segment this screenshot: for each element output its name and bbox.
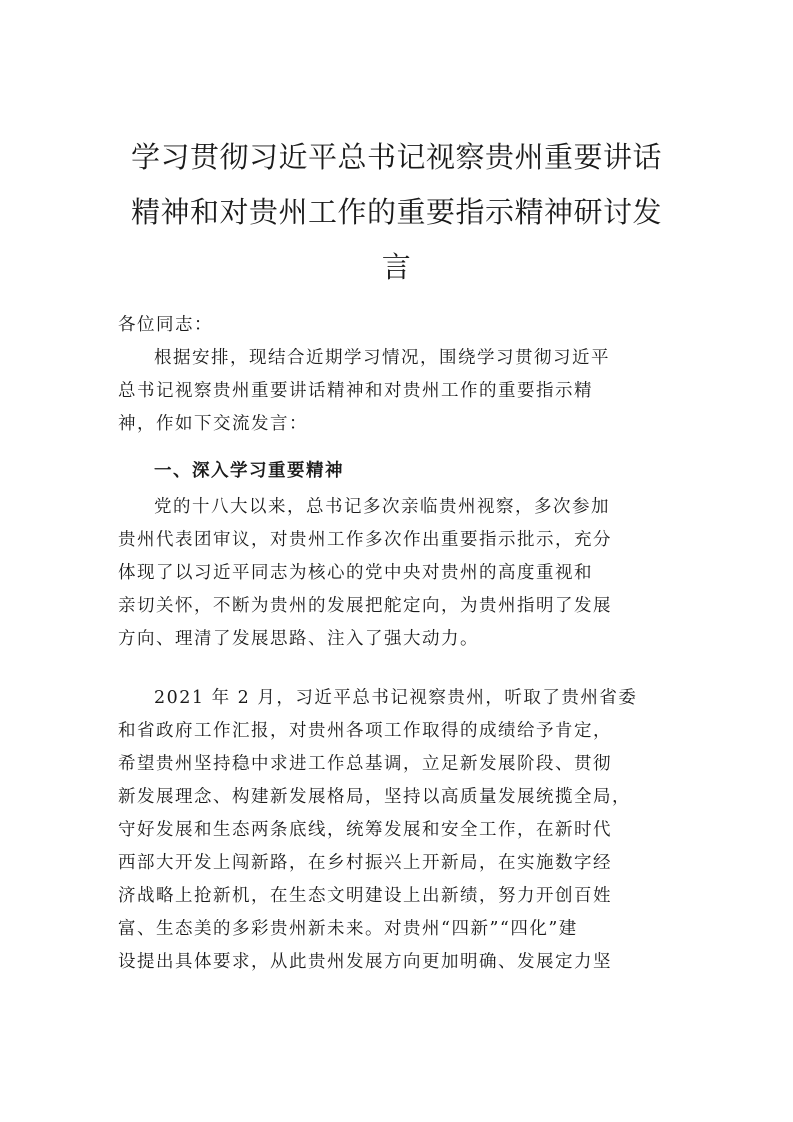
text-line: 总书记视察贵州重要讲话精神和对贵州工作的重要指示精 [118, 381, 593, 401]
text-line: 希望贵州坚持稳中求进工作总基调，立足新发展阶段、贯彻 [118, 754, 612, 774]
paragraph-section1-b [118, 682, 674, 979]
text-line: 西部大开发上闯新路，在乡村振兴上开新局，在实施数字经 [118, 853, 612, 873]
text-line: 党的十八大以来，总书记多次亲临贵州视察，多次参加 [154, 497, 610, 517]
text-line: 2021 年 2 月，习近平总书记视察贵州，听取了贵州省委 [154, 688, 638, 708]
document-title [100, 130, 693, 295]
section-heading: 一、深入学习重要精神 [154, 461, 344, 481]
title-line: 精神和对贵州工作的重要指示精神研讨发 [130, 195, 662, 229]
text-line: 和省政府工作汇报，对贵州各项工作取得的成绩给予肯定， [118, 721, 612, 741]
text-line: 贵州代表团审议，对贵州工作多次作出重要指示批示，充分 [118, 530, 612, 550]
salutation: 各位同志： [118, 315, 213, 335]
paragraph-section1-a [118, 491, 674, 656]
paragraph-intro [118, 342, 674, 441]
title-line: 学习贯彻习近平总书记视察贵州重要讲话 [130, 140, 662, 174]
text-line: 新发展理念、构建新发展格局，坚持以高质量发展统揽全局， [118, 787, 631, 807]
text-line: 富、生态美的多彩贵州新未来。对贵州“四新”“四化”建 [118, 919, 578, 939]
text-line: 体现了以习近平同志为核心的党中央对贵州的高度重视和 [118, 563, 593, 583]
text-line: 亲切关怀，不断为贵州的发展把舵定向，为贵州指明了发展 [118, 596, 612, 616]
title-line: 言 [381, 250, 412, 284]
text-line: 方向、理清了发展思路、注入了强大动力。 [118, 629, 479, 649]
text-line: 神，作如下交流发言： [118, 414, 308, 434]
text-line: 守好发展和生态两条底线，统筹发展和安全工作，在新时代 [118, 820, 612, 840]
text-line: 济战略上抢新机，在生态文明建设上出新绩，努力开创百姓 [118, 886, 612, 906]
text-line: 设提出具体要求，从此贵州发展方向更加明确、发展定力坚 [118, 952, 612, 972]
text-line: 根据安排，现结合近期学习情况，围绕学习贯彻习近平 [154, 348, 610, 368]
